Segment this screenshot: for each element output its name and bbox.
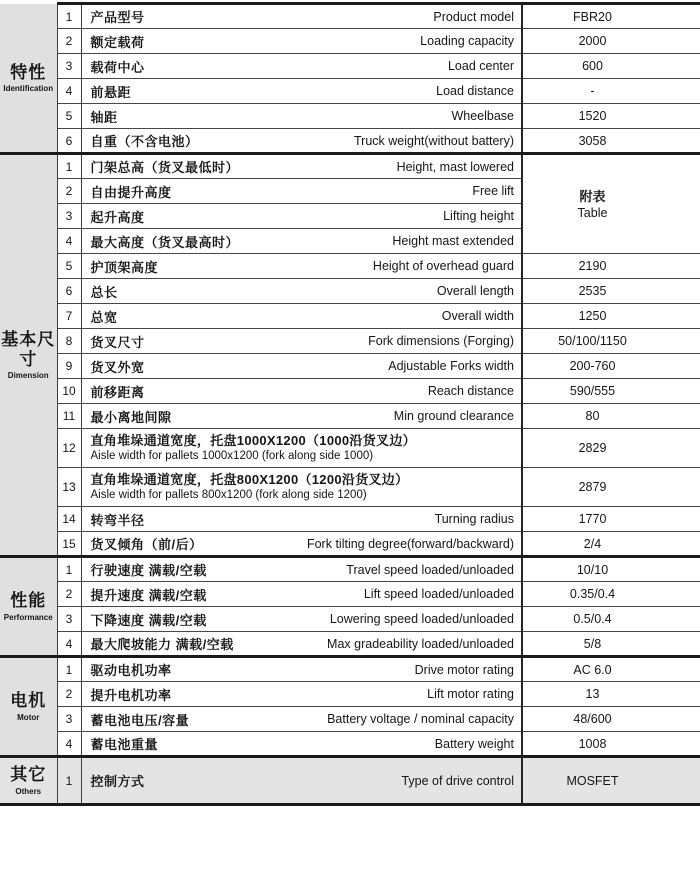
table-row xyxy=(0,129,700,154)
spec-label-cell xyxy=(81,607,522,632)
spec-label-en: Drive motor rating xyxy=(414,662,514,677)
spec-label-cn: 货叉外宽 xyxy=(90,359,145,375)
spec-label-en: Height of overhead guard xyxy=(372,259,514,273)
spec-label-en: Fork dimensions (Forging) xyxy=(368,334,514,348)
spec-label-en: Wheelbase xyxy=(451,109,514,123)
section-title-en: Identification xyxy=(3,83,54,93)
spec-label-cell xyxy=(81,757,522,805)
spec-label-cn: 蓄电池重量 xyxy=(90,737,159,752)
section-header-cell xyxy=(0,557,57,657)
spec-label-en: Product model xyxy=(433,9,514,24)
table-row xyxy=(0,54,700,79)
spec-label-cn: 直角堆垛通道宽度，托盘800X1200（1200沿货叉边） xyxy=(90,472,409,487)
spec-label-cell xyxy=(81,29,522,54)
spec-value: 80 xyxy=(522,404,700,429)
spec-value: MOSFET xyxy=(522,757,700,805)
row-number: 14 xyxy=(57,507,81,532)
row-number: 13 xyxy=(57,468,81,507)
row-number: 2 xyxy=(57,29,81,54)
spec-value: AC 6.0 xyxy=(522,657,700,682)
spec-value: 600 xyxy=(522,54,700,79)
table-row xyxy=(0,104,700,129)
section-header-cell xyxy=(0,757,57,805)
spec-label-cn: 前移距离 xyxy=(90,384,145,400)
table-row xyxy=(0,329,700,354)
spec-value: 2829 xyxy=(522,429,700,468)
section-header-cell xyxy=(0,657,57,757)
row-number: 10 xyxy=(57,379,81,404)
spec-value: 0.35/0.4 xyxy=(522,582,700,607)
table-row xyxy=(0,354,700,379)
spec-label-en: Height, mast lowered xyxy=(396,159,514,174)
spec-value: 5/8 xyxy=(522,632,700,657)
row-number: 1 xyxy=(57,4,81,29)
section-title-cn: 性能 xyxy=(10,591,47,611)
table-row xyxy=(0,557,700,582)
spec-label-cn: 提升电机功率 xyxy=(90,687,172,703)
table-row xyxy=(0,4,700,29)
spec-value: 3058 xyxy=(522,129,700,154)
spec-label-cn: 直角堆垛通道宽度，托盘1000X1200（1000沿货叉边） xyxy=(90,433,416,448)
table-row xyxy=(0,657,700,682)
row-number: 12 xyxy=(57,429,81,468)
spec-value: 1250 xyxy=(522,304,700,329)
spec-label-cell xyxy=(81,532,522,557)
table-row xyxy=(0,507,700,532)
spec-label-cn: 自由提升高度 xyxy=(90,184,172,200)
spec-label-en: Turning radius xyxy=(434,512,514,526)
row-number: 1 xyxy=(57,657,81,682)
spec-label-cn: 最大高度（货叉最高时） xyxy=(90,234,240,250)
table-row xyxy=(0,707,700,732)
table-row xyxy=(0,632,700,657)
row-number: 6 xyxy=(57,279,81,304)
spec-label-cn: 提升速度 满载/空载 xyxy=(90,587,207,603)
row-number: 7 xyxy=(57,304,81,329)
spec-label-cell xyxy=(81,732,522,757)
spec-label-cell xyxy=(81,54,522,79)
row-number: 1 xyxy=(57,557,81,582)
table-row xyxy=(0,304,700,329)
spec-label-cell xyxy=(81,557,522,582)
spec-value: 1770 xyxy=(522,507,700,532)
row-number: 3 xyxy=(57,204,81,229)
spec-label-cn: 产品型号 xyxy=(90,10,145,25)
table-row xyxy=(0,532,700,557)
spec-label-cn: 额定载荷 xyxy=(90,34,145,50)
spec-value: 48/600 xyxy=(522,707,700,732)
spec-label-cell xyxy=(81,229,522,254)
row-number: 5 xyxy=(57,104,81,129)
row-number: 3 xyxy=(57,607,81,632)
section-title-cn: 基本尺寸 xyxy=(1,329,56,369)
spec-label-cell xyxy=(81,154,522,179)
spec-label-en: Free lift xyxy=(472,184,514,198)
merged-value-en: Table xyxy=(577,205,608,220)
row-number: 1 xyxy=(57,154,81,179)
spec-label-cn: 行驶速度 满载/空载 xyxy=(90,563,207,578)
spec-label-cell xyxy=(81,129,522,154)
table-row xyxy=(0,732,700,757)
spec-label-cell xyxy=(81,657,522,682)
spec-value: 2535 xyxy=(522,279,700,304)
row-number: 2 xyxy=(57,582,81,607)
spec-label-cn: 驱动电机功率 xyxy=(90,663,172,678)
spec-label-en: Battery voltage / nominal capacity xyxy=(327,712,514,726)
spec-label-cn: 起升高度 xyxy=(90,209,145,225)
row-number: 8 xyxy=(57,329,81,354)
spec-label-cell xyxy=(81,507,522,532)
row-number: 3 xyxy=(57,707,81,732)
spec-label-cell xyxy=(81,179,522,204)
spec-label-cn: 前悬距 xyxy=(90,84,132,100)
spec-label-en: Min ground clearance xyxy=(393,409,514,423)
spec-value: FBR20 xyxy=(522,4,700,29)
spec-label-cn: 门架总高（货叉最低时） xyxy=(90,160,240,175)
spec-label-cell xyxy=(81,279,522,304)
table-row xyxy=(0,404,700,429)
spec-label-en: Load distance xyxy=(436,84,514,98)
row-number: 4 xyxy=(57,732,81,757)
spec-label-cell xyxy=(81,632,522,657)
spec-label-cn: 最小离地间隙 xyxy=(90,409,172,425)
spec-value: 2/4 xyxy=(522,532,700,557)
spec-label-en: Aisle width for pallets 800x1200 (fork along side 1200) xyxy=(90,489,367,501)
table-row xyxy=(0,582,700,607)
spec-label-en: Adjustable Forks width xyxy=(388,359,514,373)
spec-label-en: Fork tilting degree(forward/backward) xyxy=(306,536,514,551)
spec-label-cn: 蓄电池电压/容量 xyxy=(90,712,190,728)
spec-value: 1520 xyxy=(522,104,700,129)
spec-label-cell xyxy=(81,429,522,468)
section-title-en: Dimension xyxy=(7,371,49,381)
spec-value: 0.5/0.4 xyxy=(522,607,700,632)
table-row xyxy=(0,607,700,632)
table-row xyxy=(0,254,700,279)
spec-label-en: Truck weight(without battery) xyxy=(353,133,514,148)
spec-label-cell xyxy=(81,468,522,507)
table-row xyxy=(0,154,700,179)
row-number: 2 xyxy=(57,179,81,204)
table-row xyxy=(0,79,700,104)
spec-table xyxy=(0,2,700,806)
spec-value: 10/10 xyxy=(522,557,700,582)
table-row xyxy=(0,279,700,304)
spec-label-en: Loading capacity xyxy=(420,34,514,48)
row-number: 11 xyxy=(57,404,81,429)
spec-label-en: Type of drive control xyxy=(401,773,514,788)
spec-label-cn: 最大爬坡能力 满载/空载 xyxy=(90,637,234,652)
spec-label-en: Overall width xyxy=(441,309,514,323)
spec-value: - xyxy=(522,79,700,104)
spec-value: 1008 xyxy=(522,732,700,757)
spec-label-en: Reach distance xyxy=(427,384,514,398)
spec-label-cn: 护顶架高度 xyxy=(90,259,159,275)
spec-label-cn: 自重（不含电池） xyxy=(90,134,199,149)
row-number: 9 xyxy=(57,354,81,379)
table-row xyxy=(0,379,700,404)
spec-label-cell xyxy=(81,79,522,104)
spec-value: 2000 xyxy=(522,29,700,54)
row-number: 3 xyxy=(57,54,81,79)
section-title-cn: 其它 xyxy=(10,765,47,785)
spec-label-cn: 控制方式 xyxy=(90,774,145,789)
spec-label-cell xyxy=(81,254,522,279)
row-number: 1 xyxy=(57,757,81,805)
spec-label-en: Aisle width for pallets 1000x1200 (fork along side 1000) xyxy=(90,450,374,462)
section-title-cn: 特性 xyxy=(10,62,47,82)
spec-label-cell xyxy=(81,4,522,29)
row-number: 4 xyxy=(57,229,81,254)
table-row xyxy=(0,682,700,707)
table-row xyxy=(0,429,700,468)
spec-label-cell xyxy=(81,354,522,379)
spec-label-en: Load center xyxy=(447,59,514,73)
spec-label-en: Max gradeability loaded/unloaded xyxy=(327,636,514,651)
spec-label-cn: 下降速度 满载/空载 xyxy=(90,612,207,628)
spec-label-en: Lowering speed loaded/unloaded xyxy=(329,612,514,626)
spec-label-cell xyxy=(81,379,522,404)
spec-label-cn: 总长 xyxy=(90,284,118,300)
spec-label-en: Lift motor rating xyxy=(427,687,514,701)
spec-label-cn: 货叉尺寸 xyxy=(90,334,145,350)
spec-label-en: Overall length xyxy=(436,284,514,298)
row-number: 6 xyxy=(57,129,81,154)
section-title-en: Motor xyxy=(17,712,40,722)
spec-label-en: Lift speed loaded/unloaded xyxy=(363,587,514,601)
section-title-cn: 电机 xyxy=(10,691,47,711)
section-title-en: Others xyxy=(15,786,42,796)
spec-label-en: Travel speed loaded/unloaded xyxy=(346,562,514,577)
spec-value: 2190 xyxy=(522,254,700,279)
spec-label-cell xyxy=(81,304,522,329)
spec-label-cn: 总宽 xyxy=(90,309,118,325)
row-number: 5 xyxy=(57,254,81,279)
spec-label-cell xyxy=(81,707,522,732)
row-number: 2 xyxy=(57,682,81,707)
spec-label-cell xyxy=(81,329,522,354)
merged-value-cn: 附表 xyxy=(579,188,606,204)
spec-value: 590/555 xyxy=(522,379,700,404)
spec-value-merged xyxy=(522,154,700,254)
spec-value: 200-760 xyxy=(522,354,700,379)
section-header-cell xyxy=(0,4,57,154)
spec-label-cell xyxy=(81,582,522,607)
row-number: 4 xyxy=(57,632,81,657)
spec-label-en: Lifting height xyxy=(443,209,514,223)
spec-value: 50/100/1150 xyxy=(522,329,700,354)
spec-label-en: Battery weight xyxy=(434,736,514,751)
table-row xyxy=(0,757,700,805)
spec-label-cn: 载荷中心 xyxy=(90,59,145,75)
spec-label-cell xyxy=(81,204,522,229)
spec-label-cell xyxy=(81,404,522,429)
spec-label-cn: 轴距 xyxy=(90,109,118,125)
section-header-cell xyxy=(0,154,57,557)
spec-value: 13 xyxy=(522,682,700,707)
spec-label-cell xyxy=(81,104,522,129)
spec-label-en: Height mast extended xyxy=(392,234,514,248)
spec-value: 2879 xyxy=(522,468,700,507)
spec-label-cell xyxy=(81,682,522,707)
section-title-en: Performance xyxy=(3,612,53,622)
table-row xyxy=(0,29,700,54)
spec-label-cn: 转弯半径 xyxy=(90,512,145,528)
table-row xyxy=(0,468,700,507)
row-number: 15 xyxy=(57,532,81,557)
row-number: 4 xyxy=(57,79,81,104)
spec-label-cn: 货叉倾角（前/后） xyxy=(90,537,203,552)
